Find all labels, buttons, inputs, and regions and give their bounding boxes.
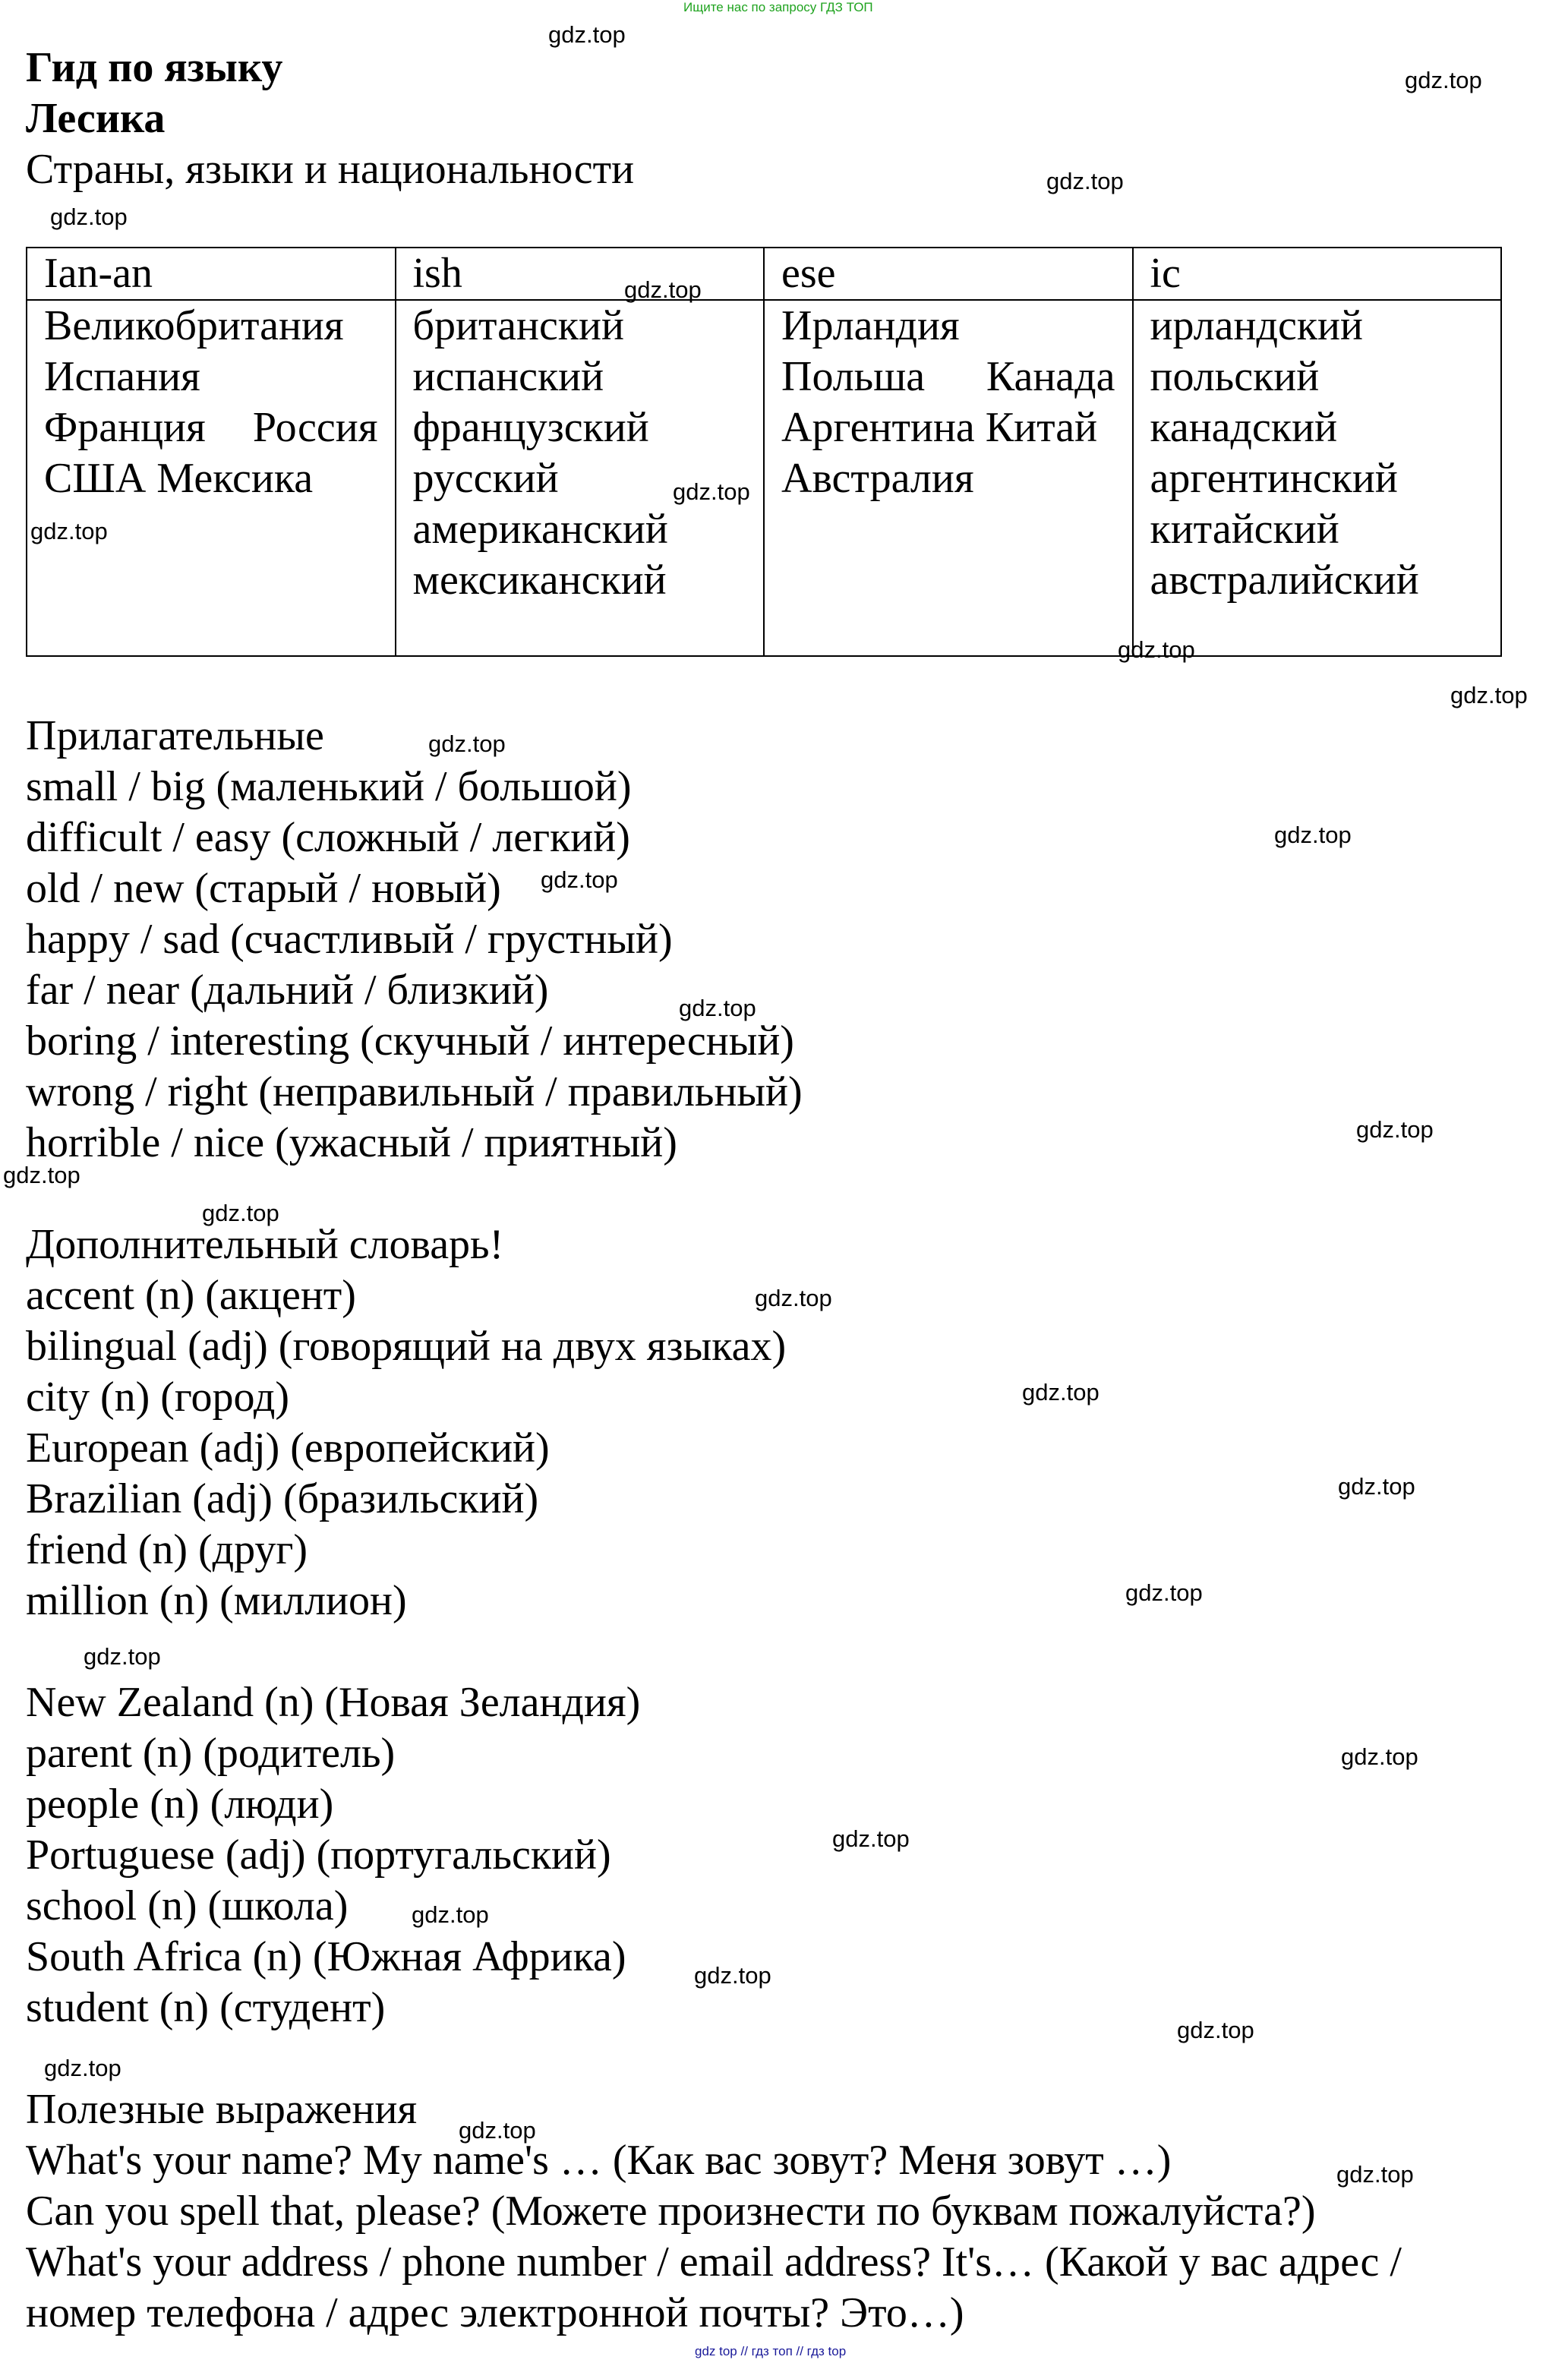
list-item: New Zealand (n) (Новая Зеландия) xyxy=(26,1679,641,1726)
list-item: What's your address / phone number / email address? It's… (Какой у вас адрес / xyxy=(26,2238,1402,2286)
bottom-banner: gdz top // гдз топ // гдз top xyxy=(695,2344,847,2358)
watermark: gdz.top xyxy=(202,1200,279,1226)
watermark: gdz.top xyxy=(428,730,506,757)
watermark: gdz.top xyxy=(1356,1116,1434,1143)
table-header-row xyxy=(27,248,1501,300)
watermark: gdz.top xyxy=(1022,1379,1099,1405)
list-item: Ирландия xyxy=(781,302,960,349)
list-item: student (n) (студент) xyxy=(26,1984,386,2031)
phrases-heading: Полезные выражения xyxy=(26,2086,418,2133)
watermark: gdz.top xyxy=(412,1901,489,1928)
list-item: испанский xyxy=(412,353,604,400)
watermark: gdz.top xyxy=(3,1162,80,1188)
watermark: gdz.top xyxy=(1177,2017,1254,2043)
watermark: gdz.top xyxy=(1274,822,1352,848)
list-item: китайский xyxy=(1150,506,1339,553)
list-item: old / new (старый / новый) xyxy=(26,865,501,912)
list-item: difficult / easy (сложный / легкий) xyxy=(26,814,630,861)
list-item: European (adj) (европейский) xyxy=(26,1424,550,1472)
list-item: французский xyxy=(412,404,649,451)
list-item: parent (n) (родитель) xyxy=(26,1730,396,1777)
list-item: Франция Россия xyxy=(44,404,378,451)
list-item: Великобритания xyxy=(44,302,344,349)
list-item: What's your name? My name's … (Как вас зовут? Меня зовут …) xyxy=(26,2137,1172,2184)
list-item: accent (n) (акцент) xyxy=(26,1272,356,1319)
list-item: horrible / nice (ужасный / приятный) xyxy=(26,1119,677,1166)
list-item: friend (n) (друг) xyxy=(26,1526,308,1573)
list-item: номер телефона / адрес электронной почты? Это…) xyxy=(26,2289,964,2336)
list-item: США Мексика xyxy=(44,455,314,502)
page-title: Гид по языку xyxy=(26,44,283,91)
list-item: city (n) (город) xyxy=(26,1374,290,1421)
list-item: австралийский xyxy=(1150,557,1419,604)
table-header-ic: ic xyxy=(1133,248,1502,300)
watermark: gdz.top xyxy=(624,276,702,303)
watermark: gdz.top xyxy=(1336,2161,1414,2188)
list-item: people (n) (люди) xyxy=(26,1781,334,1828)
watermark: gdz.top xyxy=(44,2055,121,2081)
list-item: русский xyxy=(412,455,559,502)
list-item: small / big (маленький / большой) xyxy=(26,763,632,810)
list-item: Австралия xyxy=(781,455,974,502)
list-item: мексиканский xyxy=(412,557,667,604)
list-item: Польша Канада xyxy=(781,353,1115,400)
watermark: gdz.top xyxy=(1405,67,1482,93)
watermark: gdz.top xyxy=(694,1962,771,1989)
list-item: wrong / right (неправильный / правильный) xyxy=(26,1068,803,1115)
list-item: Can you spell that, please? (Можете произнести по буквам пожалуйста?) xyxy=(26,2188,1316,2235)
table-row xyxy=(27,300,1501,656)
list-item: happy / sad (счастливый / грустный) xyxy=(26,916,673,963)
table-header-ese: ese xyxy=(764,248,1133,300)
page-title-line2: Лесика xyxy=(26,95,166,142)
list-item: Аргентина Китай xyxy=(781,404,1098,451)
list-item: польский xyxy=(1150,353,1320,400)
list-item: Portuguese (adj) (португальский) xyxy=(26,1831,611,1879)
watermark: gdz.top xyxy=(755,1285,832,1311)
watermark: gdz.top xyxy=(1341,1743,1418,1770)
watermark: gdz.top xyxy=(1338,1473,1415,1500)
list-item: американский xyxy=(412,506,668,553)
list-item: South Africa (n) (Южная Африка) xyxy=(26,1933,626,1980)
watermark: gdz.top xyxy=(84,1643,161,1670)
list-item: bilingual (adj) (говорящий на двух языках) xyxy=(26,1323,787,1370)
watermark: gdz.top xyxy=(1125,1579,1203,1606)
list-item: school (n) (школа) xyxy=(26,1882,349,1929)
countries-table xyxy=(26,247,1502,657)
top-banner: Ищите нас по запросу ГДЗ ТОП xyxy=(683,0,873,14)
adjectives-heading: Прилагательные xyxy=(26,712,324,759)
table-cell-languages-ic xyxy=(1133,300,1502,656)
watermark: gdz.top xyxy=(832,1825,910,1852)
watermark: gdz.top xyxy=(1450,682,1528,708)
list-item: far / near (дальний / близкий) xyxy=(26,967,549,1014)
watermark: gdz.top xyxy=(679,995,756,1021)
watermark: gdz.top xyxy=(459,2117,536,2144)
page-subtitle: Страны, языки и национальности xyxy=(26,146,635,193)
list-item: канадский xyxy=(1150,404,1338,451)
list-item: million (n) (миллион) xyxy=(26,1577,407,1624)
table-cell-countries-ese-ic xyxy=(764,300,1133,656)
table-cell-countries-ian-ish xyxy=(27,300,396,656)
watermark: gdz.top xyxy=(541,866,618,893)
table-header-ish: ish xyxy=(396,248,765,300)
list-item: аргентинский xyxy=(1150,455,1398,502)
watermark: gdz.top xyxy=(1046,168,1124,194)
watermark: gdz.top xyxy=(30,518,108,544)
list-item: boring / interesting (скучный / интересный) xyxy=(26,1017,794,1065)
list-item: Испания xyxy=(44,353,200,400)
list-item: британский xyxy=(412,302,624,349)
watermark: gdz.top xyxy=(50,203,128,230)
watermark: gdz.top xyxy=(548,21,626,48)
watermark: gdz.top xyxy=(673,478,750,505)
vocabulary-heading: Дополнительный словарь! xyxy=(26,1221,504,1268)
watermark: gdz.top xyxy=(1118,636,1195,663)
list-item: ирландский xyxy=(1150,302,1363,349)
list-item: Brazilian (adj) (бразильский) xyxy=(26,1475,539,1522)
table-header-ian-an: Ian-an xyxy=(27,248,396,300)
